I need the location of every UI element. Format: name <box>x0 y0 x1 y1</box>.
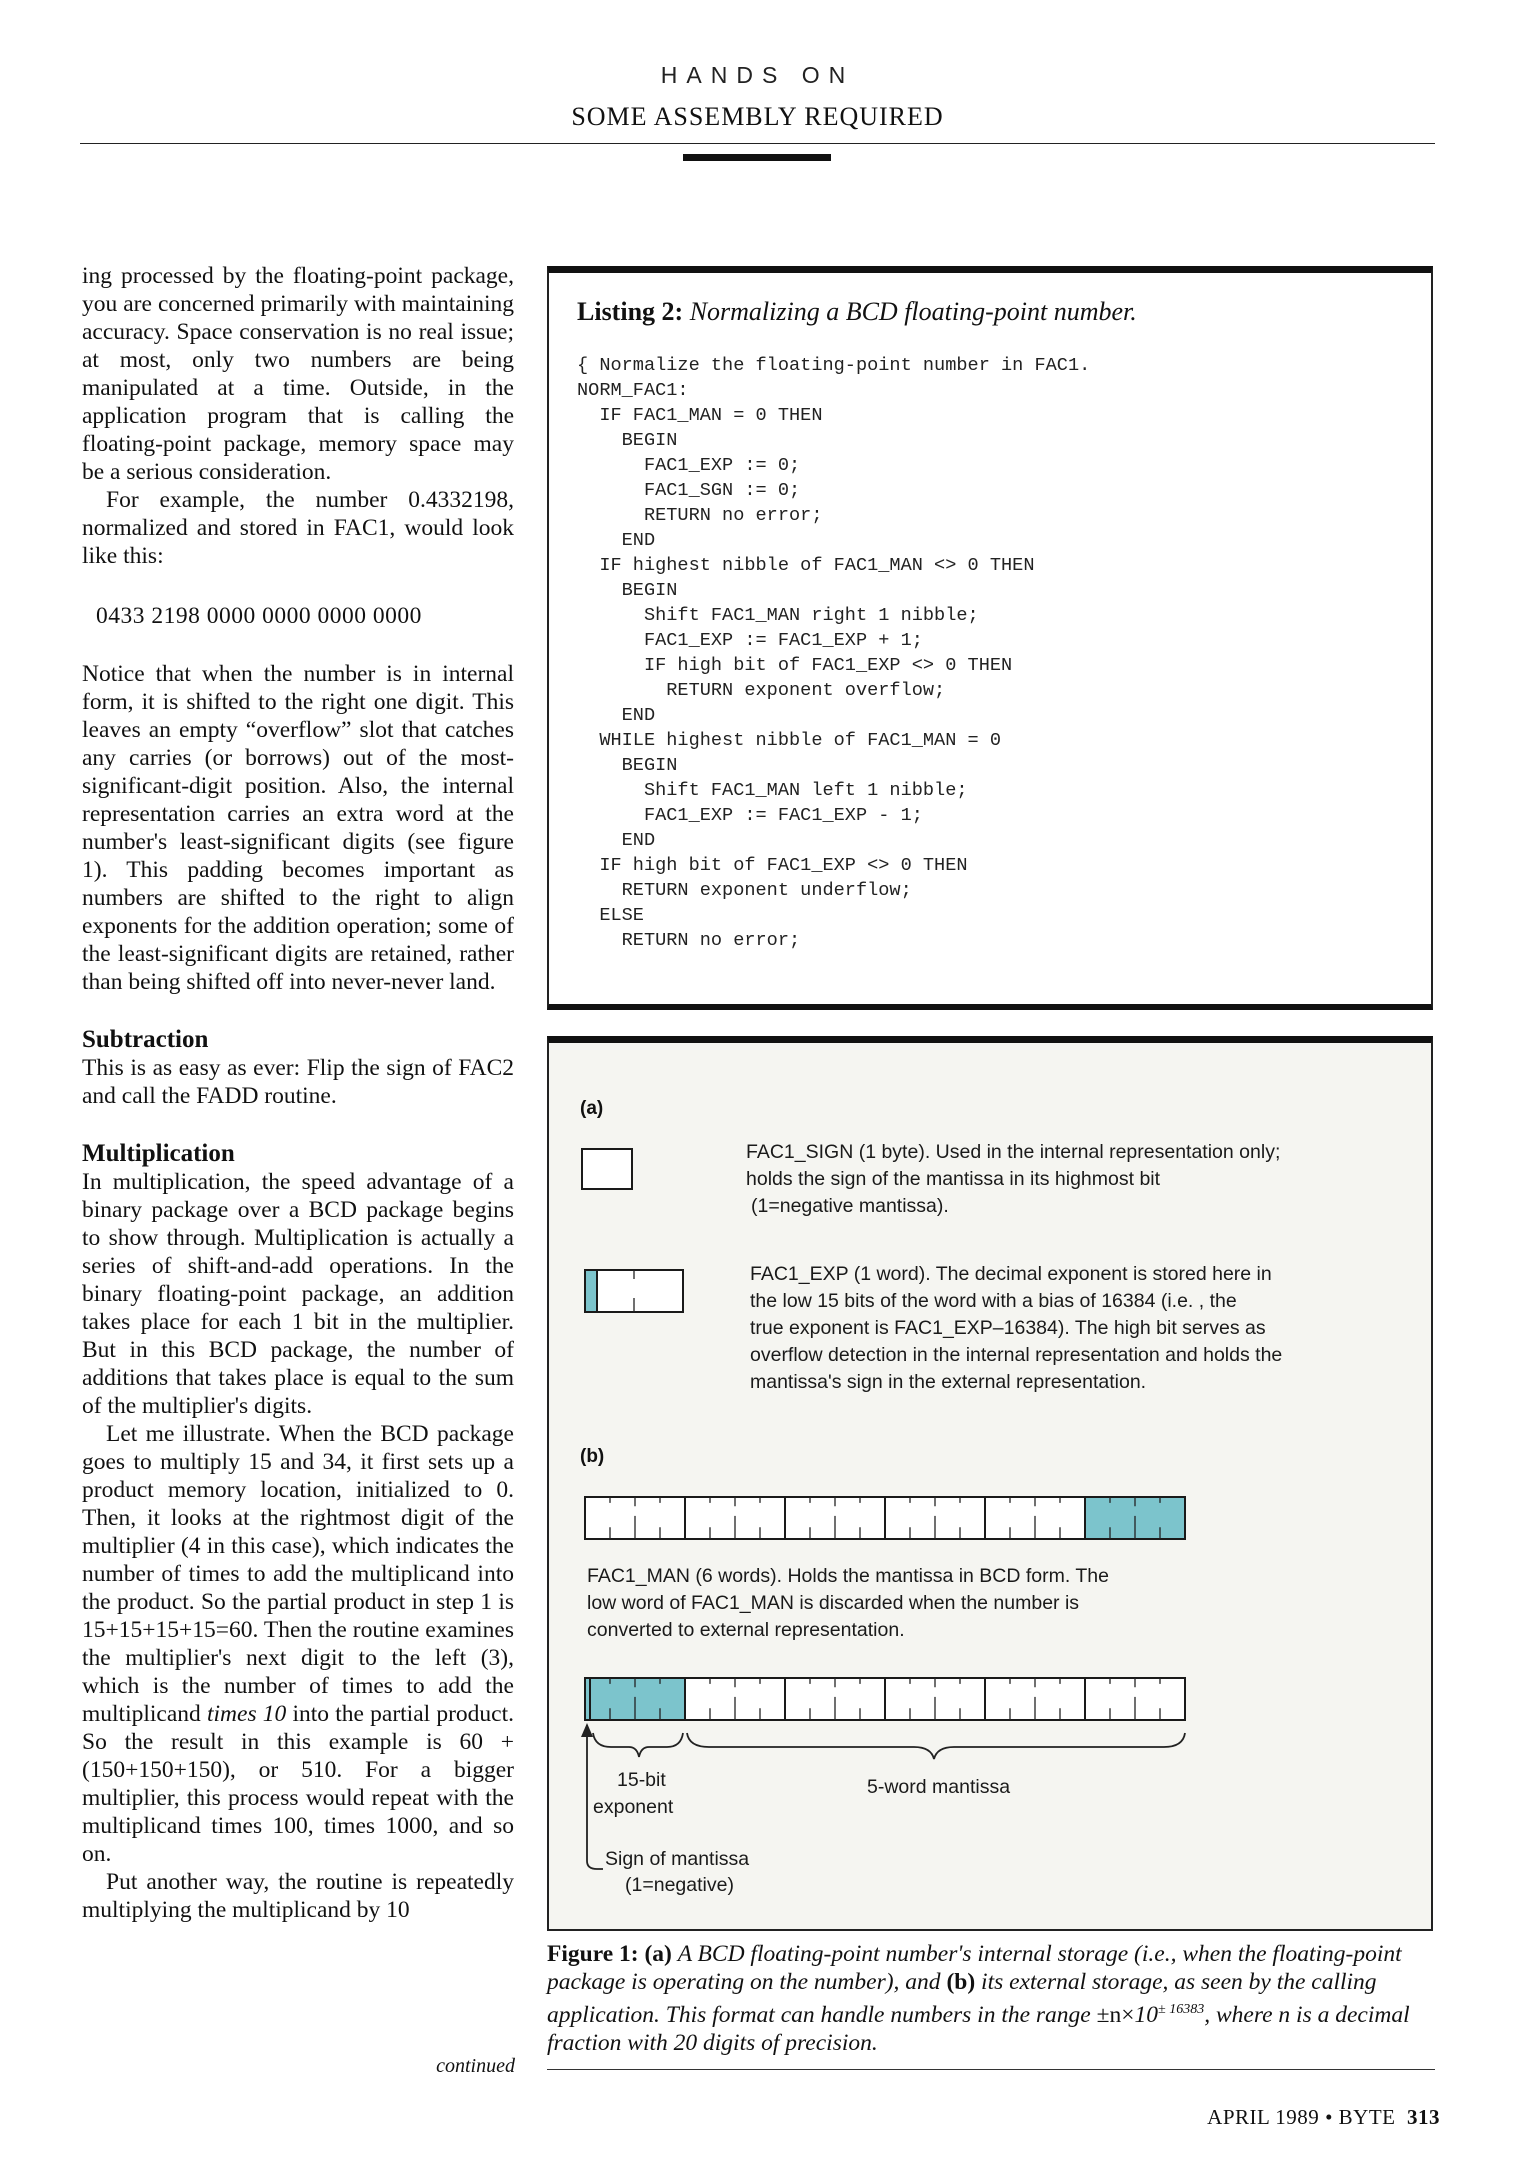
heading-multiplication: Multiplication <box>82 1140 235 1167</box>
separator: • <box>1325 2105 1333 2129</box>
sign-description <box>746 1139 1280 1220</box>
listing-caption: Normalizing a BCD floating-point number. <box>689 297 1137 326</box>
paragraph: Notice that when the number is in internal form, it is shifted to the right one digit. This leaves an empty “overflow” slot that catches any carries (or borrows) out of the most-significant-digit position. Also, the internal representation carries an extra word at the number's least-significant digits (see figure 1). This padding becomes important as numbers are shifted to the right to align exponents for the addition operation; some of the least-significant digits are retained, rather than being shifted off into never-never land. <box>82 661 514 995</box>
caption-text-b: its external storage, as seen by the calling application. This format can handle numbers in the range <box>547 1969 1377 2028</box>
text-run: Let me illustrate. When the BCD package goes to multiply 15 and 34, it first sets up a product memory location, initialized to 0. Then, it looks at the rightmost digit of the multiplier (4 in this case), which indicates the number of times to add the multiplicand into the product. So the partial product in step 1 is 15+15+15+15=60. Then the routine examines the multiplier's next digit to the left (3), which is the number of times to add the multiplicand <box>82 1421 514 1727</box>
range-plusminus: ± <box>1096 2001 1110 2028</box>
man-description <box>587 1563 1109 1644</box>
page-footer <box>1207 2105 1440 2130</box>
paragraph: For example, the number 0.4332198, normalized and stored in FAC1, would look like this: <box>82 487 514 569</box>
caption-a: (a) <box>644 1941 672 1967</box>
text-line: FAC1_MAN (6 words). Holds the mantissa in BCD form. The <box>587 1565 1109 1587</box>
label-exponent: exponent <box>593 1796 674 1818</box>
paragraph: Put another way, the routine is repeatedly multiplying the multiplicand by 10 <box>82 1869 514 1923</box>
column-title: SOME ASSEMBLY REQUIRED <box>571 102 944 131</box>
header-bar <box>683 154 831 161</box>
label-sign-negative: (1=negative) <box>625 1874 734 1896</box>
listing-label: Listing 2: <box>577 297 684 326</box>
text-line: converted to external representation. <box>587 1619 905 1641</box>
text-line: overflow detection in the internal representation and holds the <box>750 1344 1283 1366</box>
range-exponent: ± 16383 <box>1158 2002 1205 2017</box>
emphasis: times 10 <box>207 1701 287 1727</box>
part-a-label: (a) <box>580 1098 604 1119</box>
exp-description <box>750 1261 1282 1396</box>
paragraph: ing processed by the floating-point package, you are concerned primarily with maintaining accuracy. Space conservation is no real issue; at most, only two numbers are being manipulated at a time. Outside, in the application program that is calling the floating-point package, memory space may be a serious consideration. <box>82 263 514 485</box>
text-run: into the partial product. So the result in this example is 60 + (150+150+150), or 510. For a bigger multiplier, this process would repeat with the multiplicand times 100, times 1000, and so on. <box>82 1701 515 1867</box>
listing-title <box>577 297 1137 327</box>
sign-byte-box <box>582 1149 632 1189</box>
number-example: 0433 2198 0000 0000 0000 0000 <box>96 603 422 629</box>
range-times: × <box>1121 2001 1135 2028</box>
caption-b: (b) <box>946 1969 976 1995</box>
continued-label: continued <box>436 2055 515 2077</box>
text-line: holds the sign of the mantissa in its highmost bit <box>746 1168 1161 1190</box>
range-base: 10 <box>1134 2001 1159 2028</box>
exponent-brace <box>593 1733 683 1757</box>
text-line: low word of FAC1_MAN is discarded when the number is <box>587 1592 1080 1614</box>
paragraph: In multiplication, the speed advantage of a binary package over a BCD package begins to show through. Multiplication is actually a series of shift-and-add operations. In the binary floating-point package, an addition takes place for each 1 bit in the multiplier. But in this BCD package, the number of additions that takes place is equal to the sum of the multiplier's digits. <box>82 1169 514 1419</box>
figure-box <box>547 1036 1433 1931</box>
code-block: { Normalize the floating-point number in FAC1. NORM_FAC1: IF FAC1_MAN = 0 THEN BEGIN FAC1_EXP := 0; FAC1_SGN := 0; RETURN no error; END IF highest nibble of FAC1_MAN <> 0 THEN BEGIN Shift FAC1_MAN right 1 nibble; FAC1_EXP := FAC1_EXP + 1; IF high bit of FAC1_EXP <> 0 THEN RETURN exponent overflow; END WHILE highest nibble of FAC1_MAN = 0 BEGIN Shift FAC1_MAN left 1 nibble; FAC1_EXP := FAC1_EXP - 1; END IF high bit of FAC1_EXP <> 0 THEN RETURN exponent underflow; ELSE RETURN no error; <box>577 355 1091 951</box>
text-line: the low 15 bits of the word with a bias of 16384 (i.e. , the <box>750 1290 1237 1312</box>
text-line: true exponent is FAC1_EXP–16384). The high bit serves as <box>750 1317 1266 1339</box>
part-b-label: (b) <box>580 1446 605 1467</box>
caption-text-end: , where n is a decimal fraction with 20 digits of precision. <box>547 2001 1410 2056</box>
text-line: FAC1_SIGN (1 byte). Used in the internal representation only; <box>746 1141 1281 1163</box>
magazine-name: BYTE <box>1338 2105 1396 2129</box>
label-sign: Sign of mantissa <box>605 1848 750 1870</box>
paragraph <box>82 1420 514 1868</box>
header-rule <box>80 143 1435 144</box>
caption-text-a: A BCD floating-point number's internal storage (i.e., when the floating-point package is operating on the number), and <box>547 1941 1402 1995</box>
page-number: 313 <box>1407 2105 1440 2129</box>
body-column <box>82 262 514 1924</box>
label-15bit: 15-bit <box>617 1769 666 1791</box>
paragraph: This is as easy as ever: Flip the sign of FAC2 and call the FADD routine. <box>82 1055 514 1109</box>
caption-label: Figure 1: <box>547 1941 639 1967</box>
figure-caption <box>547 1940 1427 2057</box>
exp-high-bit <box>586 1271 597 1311</box>
mantissa-brace <box>687 1733 1185 1759</box>
listing-box <box>547 266 1433 1010</box>
text-line: FAC1_EXP (1 word). The decimal exponent is stored here in <box>750 1263 1272 1285</box>
label-mantissa: 5-word mantissa <box>867 1776 1011 1798</box>
heading-subtraction: Subtraction <box>82 1026 209 1053</box>
text-line: (1=negative mantissa). <box>751 1195 949 1217</box>
text-line: mantissa's sign in the external representation. <box>750 1371 1147 1393</box>
caption-rule <box>547 2069 1435 2070</box>
section-header: HANDS ON <box>660 62 855 88</box>
issue-date: APRIL 1989 <box>1207 2105 1320 2129</box>
sign-arrow-head <box>581 1723 593 1737</box>
range-n: n <box>1109 2001 1122 2028</box>
